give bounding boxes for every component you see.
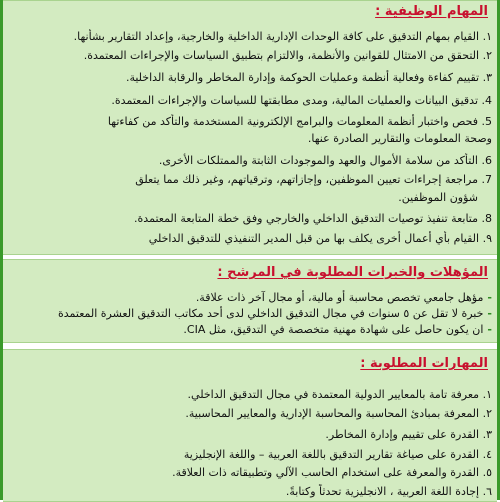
qualification-text: مؤهل جامعي تخصص محاسبة أو مالية، أو مجال آخر ذات علاقة. [195,291,484,304]
qualification-item [8,306,492,321]
duty-item-continuation: شؤون الموظفين. [398,191,478,204]
duty-item: ١. القيام بمهام التدقيق على كافة الوحدات الإدارية الداخلية والخارجية، وإعداد التقارير بشأنها. [73,30,492,43]
qualification-text: خبرة لا تقل عن ٥ سنوات في مجال التدقيق الداخلي لدى أحد مكاتب التدقيق العشرة المعتمدة [57,307,484,320]
qualification-item [8,322,492,337]
skill-item: ٢. المعرفة بمبادئ المحاسبة والمحاسبة الإدارية والمعايير المحاسبية. [185,407,492,420]
skills-heading: المهارات المطلوبة : [360,356,488,371]
skill-item: ٦. إجادة اللغة العربية ، الانجليزية تحدثاً وكتابةً. [285,485,492,498]
duties-heading: المهام الوظيفية : [375,4,488,19]
duty-item: ٢. التحقق من الامتثال للقوانين والأنظمة، والالتزام بتطبيق السياسات والإجراءات المعتمدة. [83,49,492,62]
bullet-dash: - [487,307,492,320]
qualifications-heading: المؤهلات والخبرات المطلوبة في المرشح : [217,265,488,280]
skill-item: ١. معرفة تامة بالمعايير الدولية المعتمدة في مجال التدقيق الداخلي. [187,388,492,401]
bullet-dash: - [487,323,492,336]
duty-item: 5. فحص واختبار أنظمة المعلومات والبرامج الإلكترونية المستخدمة والتأكد من كفاءتها [107,115,492,128]
skill-item: ٣. القدرة على تقييم وإدارة المخاطر. [325,428,492,441]
duty-item: 7. مراجعة إجراءات تعيين الموظفين، وإجازاتهم، وترقياتهم، وغير ذلك مما يتعلق [135,173,492,186]
duty-item: ٩. القيام بأي أعمال أخرى يكلف بها من قبل المدير التنفيذي للتدقيق الداخلي [148,232,492,245]
skill-item: ٤. القدرة على صياغة تقارير التدقيق باللغة العربية – واللغة الإنجليزية [183,448,492,461]
duty-item: 8. متابعة تنفيذ توصيات التدقيق الداخلي والخارجي وفق خطة المتابعة المعتمدة. [134,212,492,225]
skill-item: ٥. القدرة والمعرفة على استخدام الحاسب الآلي وتطبيقاته ذات العلاقة. [172,466,492,479]
duty-item-continuation: وصحة المعلومات والتقارير الصادرة عنها. [307,132,492,145]
duty-item: ٣. تقييم كفاءة وفعالية أنظمة وعمليات الحوكمة وإدارة المخاطر والرقابة الداخلية. [125,71,492,84]
duty-item: 6. التأكد من سلامة الأموال والعهد والموجودات الثابتة والممتلكات الأخرى. [158,154,492,167]
qualification-text: ان يكون حاصل على شهادة مهنية متخصصة في التدقيق، مثل CIA. [183,323,484,336]
bullet-dash: - [487,291,492,304]
qualification-item [8,290,492,305]
duty-item: 4. تدقيق البيانات والعمليات المالية، ومدى مطابقتها للسياسات والإجراءات المعتمدة. [111,94,492,107]
